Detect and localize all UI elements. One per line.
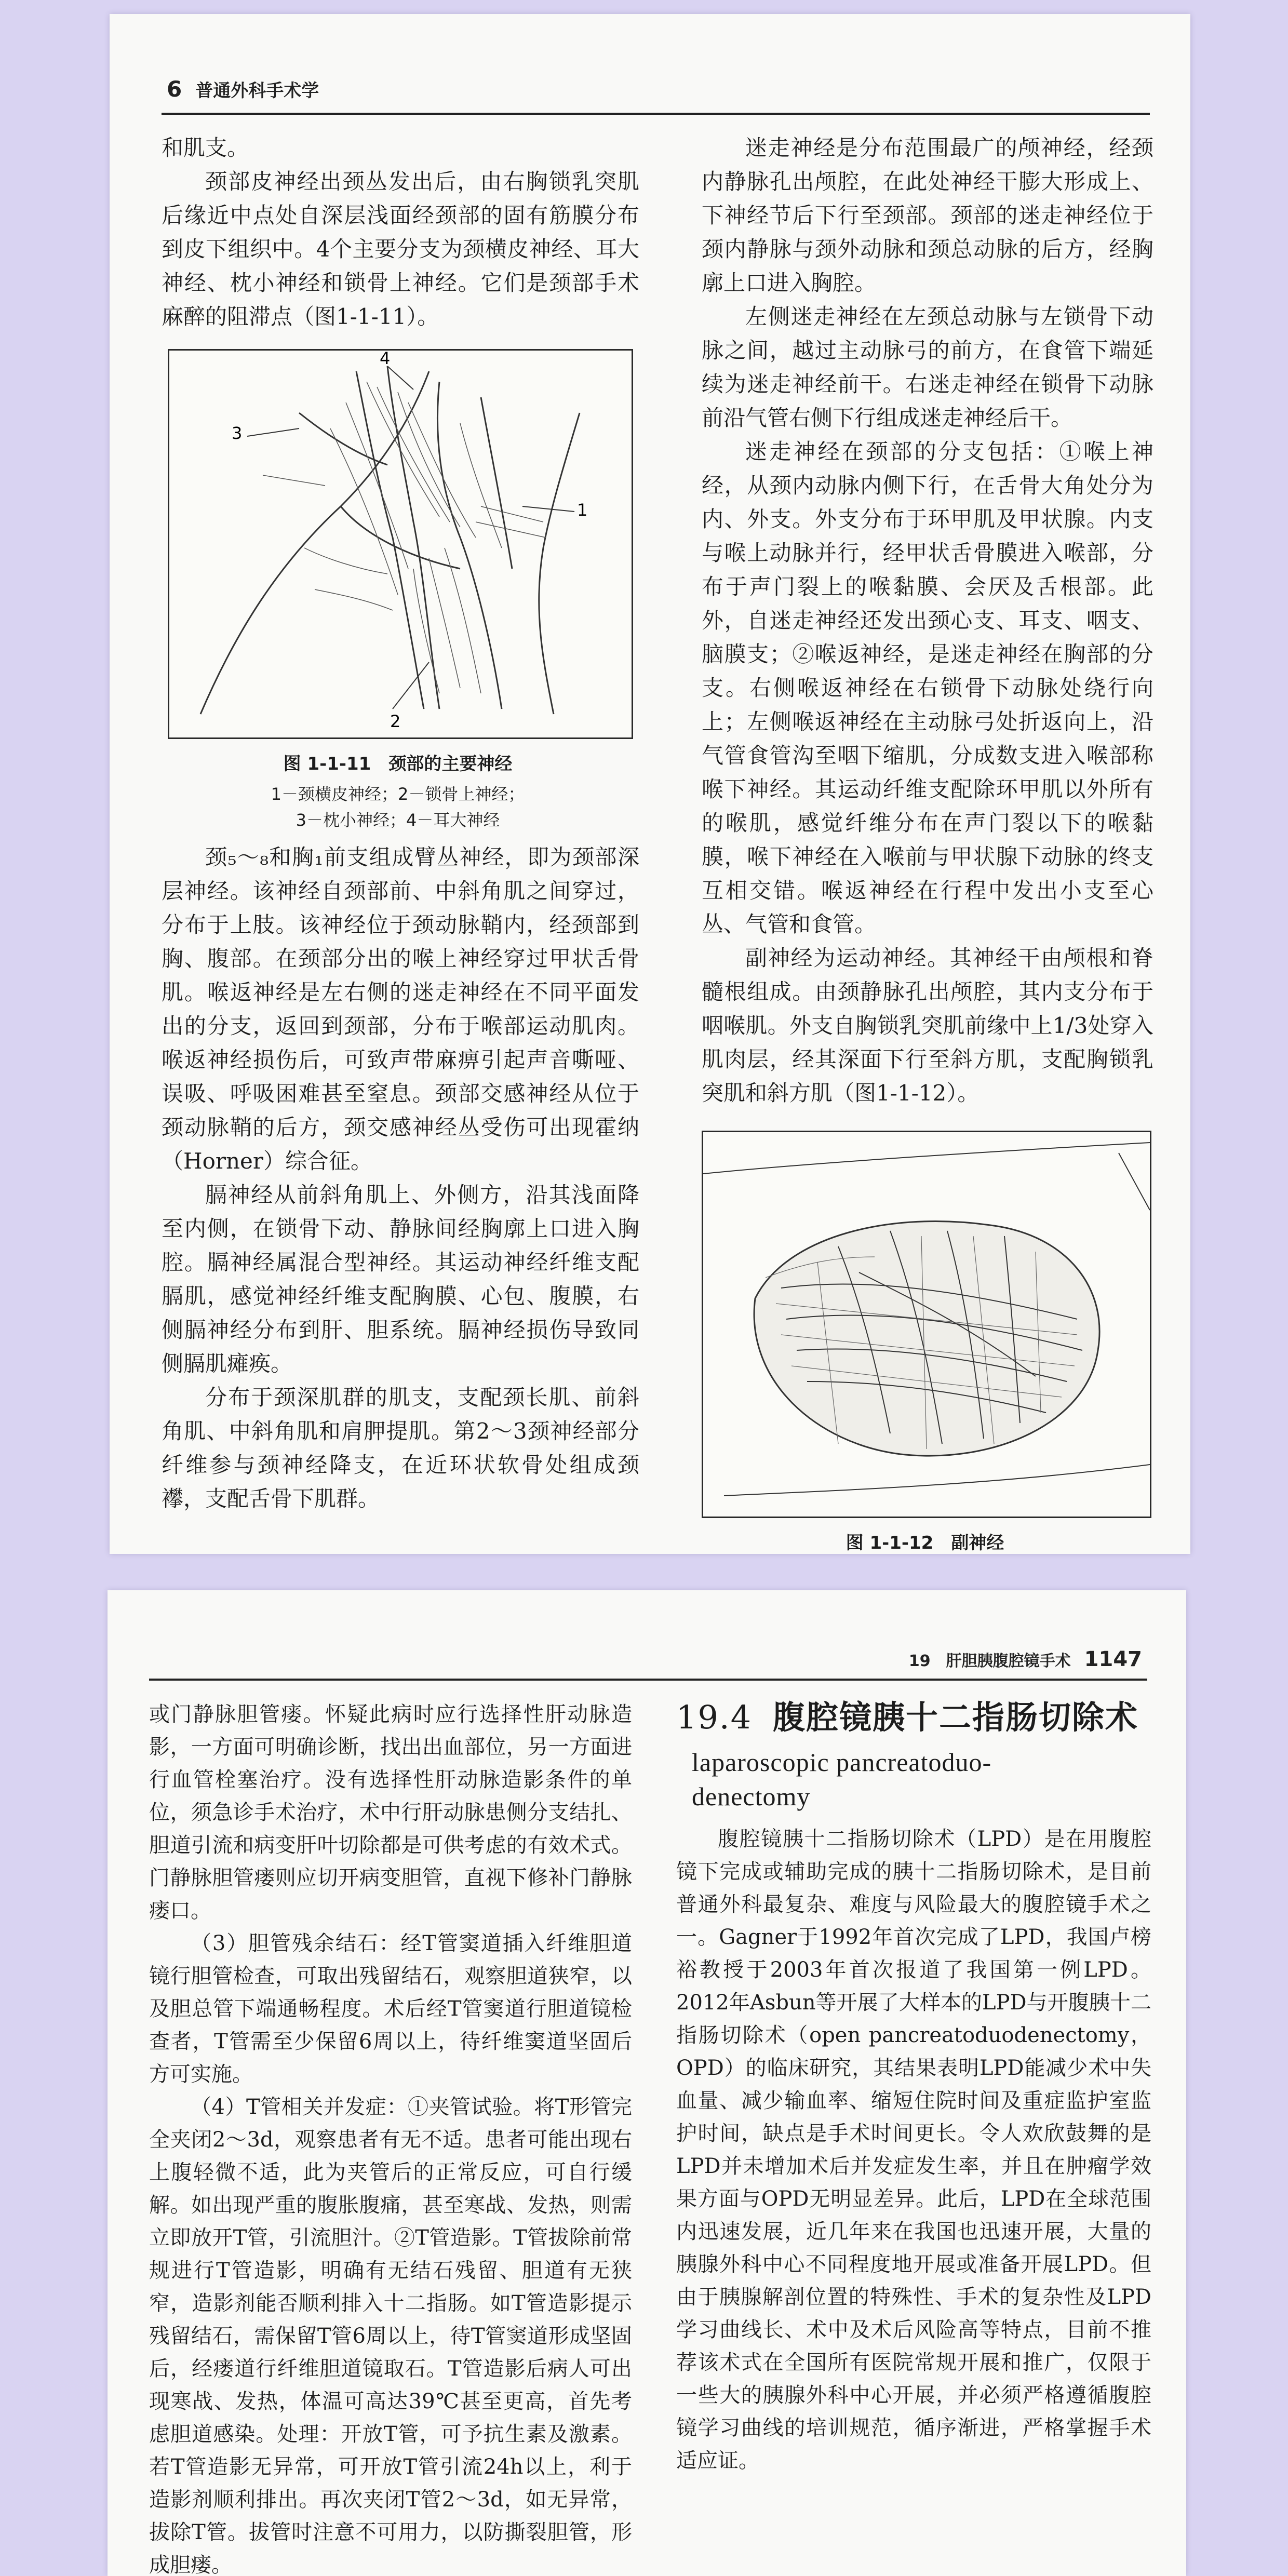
english-title-line: laparoscopic pancreatoduo-	[692, 1748, 992, 1777]
book-page-6	[110, 14, 1190, 1554]
figure-caption	[162, 747, 634, 833]
left-column	[162, 131, 639, 1515]
neck-nerves-illustration	[169, 351, 632, 737]
section-title: 腹腔镜胰十二指肠切除术	[773, 1698, 1139, 1736]
paragraph: 膈神经从前斜角肌上、外侧方，沿其浅面降至内侧，在锁骨下动、静脉间经胸廓上口进入胸腔。膈神经属混合型神经。其运动神经纤维支配膈肌，感觉神经纤维支配胸膜、心包、腹膜，右侧膈神经分布到肝、胆系统。膈神经损伤导致同侧膈肌瘫痪。	[162, 1182, 639, 1376]
header-rule	[162, 113, 1150, 115]
section-english-title	[692, 1745, 1151, 1814]
paragraph: 或门静脉胆管瘘。怀疑此病时应行选择性肝动脉造影，一方面可明确诊断，找出出血部位，另一方面进行血管栓塞治疗。没有选择性肝动脉造影条件的单位，须急诊手术治疗，术中行肝动脉患侧分支结扎、胆道引流和病变肝叶切除都是可供考虑的有效术式。门静脉胆管瘘则应切开病变胆管，直视下修补门静脉瘘口。	[149, 1702, 632, 1923]
running-head	[167, 76, 319, 102]
paragraph: 迷走神经在颈部的分支包括：①喉上神经，从颈内动脉内侧下行，在舌骨大角处分为内、外支。外支分布于环甲肌及甲状腺。内支与喉上动脉并行，经甲状舌骨膜进入喉部，分布于声门裂上的喉黏膜、会厌及舌根部。此外，自迷走神经还发出颈心支、耳支、咽支、脑膜支；②喉返神经，是迷走神经在胸部的分支。右侧喉返神经在右锁骨下动脉处绕行向上；左侧喉返神经在主动脉弓处折返向上，沿气管食管沟至咽下缩肌，分成数支进入喉部称喉下神经。其运动纤维支配除环甲肌以外所有的喉肌，感觉纤维分布在声门裂以下的喉黏膜，喉下神经在入喉前与甲状腺下动脉的终支互相交错。喉返神经在行程中发出小支至心丛、气管和食管。	[702, 439, 1153, 937]
right-column	[676, 1694, 1151, 2477]
figure-neck-nerves	[168, 349, 633, 739]
paragraph: 迷走神经是分布范围最广的颅神经，经颈内静脉孔出颅腔，在此处神经干膨大形成上、下神经节后下行至颈部。颈部的迷走神经位于颈内静脉与颈外动脉和颈总动脉的后方，经胸廓上口进入胸腔。	[702, 135, 1153, 296]
paragraph: 颈₅～₈和胸₁前支组成臂丛神经，即为颈部深层神经。该神经自颈部前、中斜角肌之间穿过，分布于上肢。该神经位于颈动脉鞘内，经颈部到胸、腹部。在颈部分出的喉上神经穿过甲状舌骨肌。喉返神经是左右侧的迷走神经在不同平面发出的分支，返回到颈部，分布于喉部运动肌肉。喉返神经损伤后，可致声带麻痹引起声音嘶哑、误吸、呼吸困难甚至窒息。颈部交感神经从位于颈动脉鞘的后方，颈交感神经丛受伤可出现霍纳（Horner）综合征。	[162, 844, 639, 1174]
figure-label: 4	[380, 351, 391, 368]
page-number: 1147	[1084, 1647, 1142, 1671]
english-title-line: denectomy	[692, 1782, 811, 1811]
section-number: 19.4	[676, 1698, 753, 1736]
caption-title: 图 1-1-11 颈部的主要神经	[283, 754, 513, 774]
header-rule	[149, 1679, 1147, 1681]
paragraph: （4）T管相关并发症：①夹管试验。将T形管完全夹闭2～3d，观察患者有无不适。患者可能出现右上腹轻微不适，此为夹管后的正常反应，可自行缓解。如出现严重的腹胀腹痛，甚至寒战、发热，则需立即放开T管，引流胆汁。②T管造影。T管拔除前常规进行T管造影，明确有无结石残留、胆道有无狭窄，造影剂能否顺利排入十二指肠。如T管造影提示残留结石，需保留T管6周以上，待T管窦道形成坚固后，经瘘道行纤维胆道镜取石。T管造影后病人可出现寒战、发热，体温可高达39℃甚至更高，首先考虑胆道感染。处理：开放T管，可予抗生素及激素。若T管造影无异常，可开放T管引流24h以上，利于造影剂顺利排出。再次夹闭T管2～3d，如无异常，拔除T管。拔管时注意不可用力，以防撕裂胆管，形成胆瘘。	[149, 2095, 632, 2576]
paragraph: 腹腔镜胰十二指肠切除术（LPD）是在用腹腔镜下完成或辅助完成的胰十二指肠切除术，是目前普通外科最复杂、难度与风险最大的腹腔镜手术之一。Gagner于1992年首次完成了LPD，我国卢榜裕教授于2003年首次报道了我国第一例LPD。2012年Asbun等开展了大样本的LPD与开腹胰十二指肠切除术（open pancreatoduodenectomy，OPD）的临床研究，其结果表明LPD能减少术中失血量、减少输血率、缩短住院时间及重症监护室监护时间，缺点是手术时间更长。令人欢欣鼓舞的是LPD并未增加术后并发症发生率，并且在肿瘤学效果方面与OPD无明显差异。此后，LPD在全球范围内迅速发展，近几年来在我国也迅速开展，大量的胰腺外科中心不同程度地开展或准备开展LPD。但由于胰腺解剖位置的特殊性、手术的复杂性及LPD学习曲线长、术中及术后风险高等特点，目前不推荐该术式在全国所有医院常规开展和推广，仅限于一些大的胰腺外科中心开展，并必须严格遵循腹腔镜学习曲线的培训规范，循序渐进，严格掌握手术适应证。	[676, 1827, 1151, 2473]
figure-accessory-nerve	[702, 1131, 1151, 1518]
running-head	[909, 1647, 1142, 1671]
paragraph: 左侧迷走神经在左颈总动脉与左锁骨下动脉之间，越过主动脉弓的前方，在食管下端延续为迷走神经前干。右迷走神经在锁骨下动脉前沿气管右侧下行组成迷走神经后干。	[702, 304, 1153, 431]
right-column	[702, 131, 1153, 1554]
caption-legend-line: 1－颈横皮神经；2－锁骨上神经；	[271, 784, 525, 804]
caption-legend-line: 3－枕小神经；4－耳大神经	[296, 810, 500, 830]
book-page-1147	[108, 1590, 1186, 2576]
paragraph: 分布于颈深肌群的肌支，支配颈长肌、前斜角肌、中斜角肌和肩胛提肌。第2～3颈神经部分纤维参与颈神经降支，在近环状软骨处组成颈襻，支配舌骨下肌群。	[162, 1385, 639, 1511]
paragraph: （3）胆管残余结石：经T管窦道插入纤维胆道镜行胆管检查，可取出残留结石，观察胆道狭窄，以及胆总管下端通畅程度。术后经T管窦道行胆道镜检查者，T管需至少保留6周以上，待纤维窦道坚固后方可实施。	[149, 1931, 632, 2086]
page-number: 6	[167, 76, 182, 102]
book-title: 普通外科手术学	[195, 81, 319, 101]
section-heading	[676, 1694, 1151, 1741]
figure-label: 3	[232, 423, 243, 443]
paragraph: 颈部皮神经出颈丛发出后，由右胸锁乳突肌后缘近中点处自深层浅面经颈部的固有筋膜分布到皮下组织中。4个主要分支为颈横皮神经、耳大神经、枕小神经和锁骨上神经。它们是颈部手术麻醉的阻滞点（图1-1-11）。	[162, 169, 639, 329]
paragraph: 和肌支。	[162, 135, 249, 160]
paragraph: 副神经为运动神经。其神经干由颅根和脊髓根组成。由颈静脉孔出颅腔，其内支分布于咽喉肌。外支自胸锁乳突肌前缘中上1/3处穿入肌肉层，经其深面下行至斜方肌，支配胸锁乳突肌和斜方肌（图1-1-12）。	[702, 945, 1153, 1106]
caption-title: 图 1-1-12 副神经	[846, 1533, 1004, 1553]
chapter-title: 19 肝胆胰腹腔镜手术	[908, 1652, 1071, 1670]
figure-label: 1	[577, 500, 588, 520]
figure-caption	[702, 1526, 1148, 1554]
left-column	[149, 1698, 632, 2576]
accessory-nerve-illustration	[703, 1132, 1150, 1517]
figure-label: 2	[390, 712, 401, 731]
